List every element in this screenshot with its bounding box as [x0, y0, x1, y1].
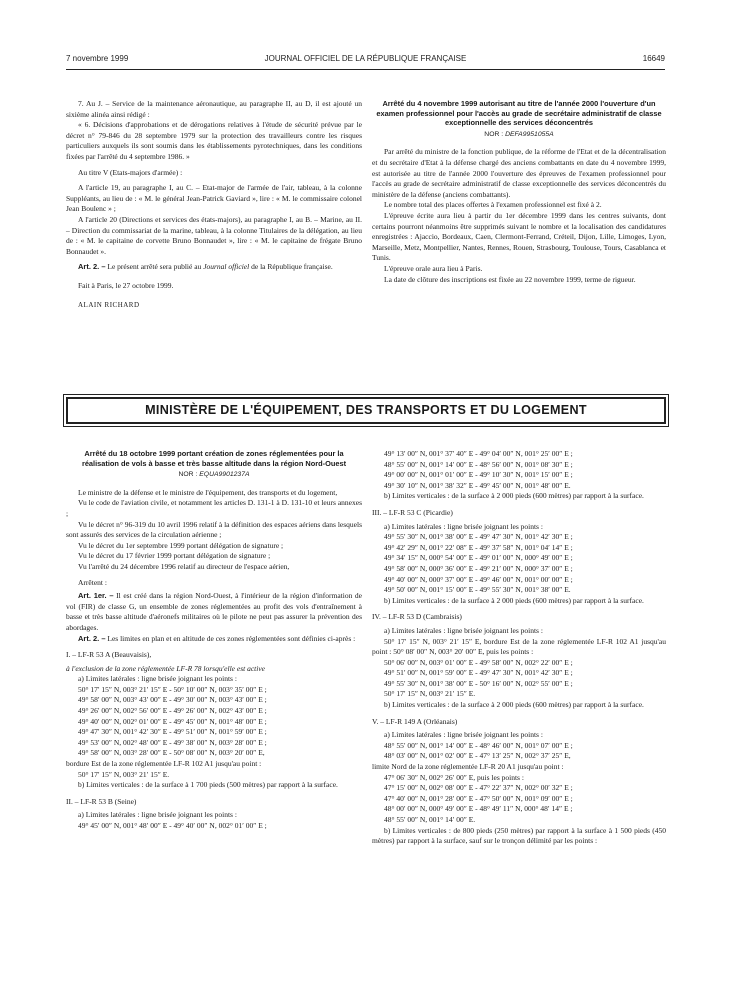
fait-a-paris: Fait à Paris, le 27 octobre 1999. [78, 280, 174, 290]
coordinate-line: 49° 55′ 30″ N, 001° 38′ 00″ E - 49° 47′ 30″ N, 001° 42′ 30″ E ; [384, 532, 573, 542]
paragraph: Vu l'arrêté du 24 décembre 1996 relatif au directeur de l'espace aérien, [78, 561, 290, 571]
coordinate-line: 48° 55′ 00″ N, 001° 14′ 00″ E - 48° 56′ 00″ N, 001° 08′ 30″ E ; [384, 459, 573, 469]
vertical-limits: b) Limites verticales : de la surface à 1 700 pieds (500 mètres) par rapport à la surface. [78, 780, 338, 790]
coordinate-line: 49° 13′ 00″ N, 001° 37′ 40″ E - 49° 04′ 00″ N, 001° 25′ 00″ E ; [384, 449, 573, 458]
coordinate-line: 49° 34′ 15″ N, 000° 54′ 00″ E - 49° 01′ 00″ N, 000° 49′ 00″ E ; [384, 553, 573, 563]
coordinate-line: 48° 55′ 00″ N, 001° 14′ 00″ E. [384, 815, 476, 824]
page-number: 16649 [642, 54, 665, 63]
journal-title: JOURNAL OFFICIEL DE LA RÉPUBLIQUE FRANÇAISE [264, 54, 467, 63]
coordinate-line: 48° 00′ 00″ N, 000° 49′ 00″ E - 48° 49′ 11″ N, 000° 48′ 14″ E ; [384, 804, 573, 814]
paragraph: Le ministre de la défense et le ministre de l'équipement, des transports et du logement, [78, 487, 338, 497]
paragraph: « 6. Décisions d'approbations et de dérogations relatives à l'étude de sécurité prévue par le décret n° 79-846 du 28 septembre 1979 sur la protection des travailleurs contre les risques particuliers auxquels ils sont soumis dans les établissements pyrotechniques, dans les conditions fixées par l'arrêté du 4 septembre 1986. » [66, 120, 362, 161]
coordinate-list [372, 449, 666, 491]
coordinate-line: 49° 55′ 30″ N, 001° 38′ 00″ E - 50° 16′ 00″ N, 002° 55′ 00″ E ; [384, 678, 573, 688]
coordinate-line: 50° 17′ 15″ N, 003° 21′ 15″ E. [384, 689, 476, 699]
paragraph: L'épreuve orale aura lieu à Paris. [384, 263, 483, 273]
lateral-limits: a) Limites latérales : ligne brisée joignant les points : [384, 625, 543, 635]
coordinate-line: 47° 40′ 00″ N, 001° 28′ 00″ E - 47° 50′ 00″ N, 001° 09′ 00″ E ; [384, 793, 573, 803]
coordinate-line: 49° 30′ 10″ N, 001° 38′ 32″ E - 49° 45′ 00″ N, 001° 48′ 00″ E. [384, 480, 571, 490]
coordinate-list [372, 658, 666, 700]
coordinate-list [372, 783, 666, 825]
vertical-limits: b) Limites verticales : de 800 pieds (250 mètres) par rapport à la surface à 1 500 pieds (450 mètres) par rapport à la surface, sauf sur le tronçon délimité par les points : [372, 825, 666, 846]
coordinate-line: 49° 58′ 00″ N, 000° 36′ 00″ E - 49° 21′ 00″ N, 000° 37′ 00″ E ; [384, 563, 573, 573]
coordinate-line: 49° 42′ 29″ N, 001° 22′ 08″ E - 49° 37′ 58″ N, 001° 04′ 14″ E ; [384, 542, 573, 552]
vertical-limits: b) Limites verticales : de la surface à 2 000 pieds (600 mètres) par rapport à la surface. [384, 700, 644, 710]
paragraph: Vu le code de l'aviation civile, et notamment les articles D. 131-1 à D. 131-10 et leurs annexes ; [66, 498, 362, 518]
coordinate-line: 47° 06′ 30″ N, 002° 26′ 00″ E, puis les points : [384, 772, 524, 782]
section-title: III. – LF-R 53 C (Picardie) [372, 507, 453, 517]
article-2: Art. 2. – Les limites en plan et en altitude de ces zones réglementées sont définies ci-après : [78, 633, 356, 643]
section-title: II. – LF-R 53 B (Seine) [66, 796, 137, 806]
coordinate-line: 49° 45′ 00″ N, 001° 48′ 00″ E - 49° 40′ 00″ N, 002° 01′ 00″ E ; [78, 821, 267, 830]
paragraph: L'épreuve écrite aura lieu à partir du 1er décembre 1999 dans les centres suivants, dont certains pourront néanmoins être supprimés suivant le nombre et la localisation des candidatures enregistrées : Ajaccio, Bordeaux, Caen, Clermont-Ferrand, Créteil, Dijon, Lille, Limoges, Lyon, Marseille, Metz, Montpellier, Nantes, Rennes, Rouen, Strasbourg, Toulouse, Tours, Casablanca et Tunis. [372, 210, 666, 263]
header-date: 7 novembre 1999 [66, 54, 129, 63]
coordinate-line: 50° 17′ 15″ N, 003° 21′ 15″ E - 50° 10′ 00″ N, 003° 35′ 00″ E ; [78, 684, 267, 694]
journal-officiel-ref: Journal officiel [203, 262, 250, 272]
article-1: Art. 1er. – Il est créé dans la région Nord-Ouest, à l'intérieur de la région d'information de vol (FIR) de classe G, un ensemble de zones réglementées au profit des vols d'entraînement à basse et très basse altitude d'aéronefs militaires où le pilote ne peut pas assurer la prévention des abordages. [66, 591, 363, 632]
section-title: I. – LF-R 53 A (Beauvaisis), [66, 650, 152, 660]
article-2: Art. 2. – Le présent arrêté sera publié au Journal officiel de la République française. [78, 262, 333, 272]
coordinate-line: 49° 51′ 00″ N, 001° 59′ 00″ E - 49° 47′ 30″ N, 001° 42′ 30″ E ; [384, 668, 573, 678]
paragraph: A l'article 20 (Directions et services des états-majors), au paragraphe I, au B. – Marine, au II. – Direction du commissariat de la marine, tableau, à la colonne Titulaires de la délégation, au lieu de : « M. le capitaine de corvette Bruno Bonnaudet », lire : « M. le capitaine de frégate Bruno Bonnaudet ». [66, 214, 362, 256]
arretent: Arrêtent : [78, 577, 107, 587]
coordinate-line: 49° 50′ 00″ N, 001° 15′ 00″ E - 49° 55′ 30″ N, 001° 38′ 00″ E. [384, 585, 571, 595]
section-title: IV. – LF-R 53 D (Cambraisis) [372, 612, 462, 622]
paragraph: Vu le décret n° 96-319 du 10 avril 1996 relatif à la définition des espaces aériens dans lesquels sont assurés des services de la circulation aérienne ; [66, 519, 362, 540]
paragraph: bordure Est de la zone réglementée LF-R 102 A1 jusqu'au point : [66, 759, 262, 769]
vertical-limits: b) Limites verticales : de la surface à 2 000 pieds (600 mètres) par rapport à la surface. [384, 491, 644, 501]
coordinate-line: 48° 03′ 00″ N, 001° 02′ 00″ E - 47° 13′ 25″ N, 002° 37′ 25″ E, [384, 751, 571, 761]
paragraph: Au titre V (Etats-majors d'armée) : [78, 167, 183, 177]
coordinate-line: 49° 53′ 00″ N, 002° 48′ 00″ E - 49° 38′ 00″ N, 003° 28′ 00″ E ; [78, 737, 267, 747]
coordinate-list [66, 821, 362, 832]
lateral-limits: a) Limites latérales : ligne brisée joignant les points : [384, 730, 543, 740]
coordinate-line: 47° 15′ 00″ N, 002° 08′ 00″ E - 47° 22′ 37″ N, 002° 00′ 32″ E ; [384, 783, 573, 793]
coordinate-list [372, 532, 666, 596]
section-subtitle: à l'exclusion de la zone réglementée LF-R 78 lorsqu'elle est active [66, 663, 265, 673]
top-right-column [372, 99, 666, 285]
bottom-left-column [66, 449, 362, 832]
lateral-limits: a) Limites latérales : ligne brisée joignant les points : [78, 674, 237, 684]
coordinate-line: 49° 58′ 00″ N, 003° 28′ 00″ E - 50° 08′ 00″ N, 003° 20′ 00″ E, [78, 748, 265, 758]
coordinate-line: 50° 17′ 15″ N, 003° 21′ 15″ E. [78, 769, 170, 779]
coordinate-line: 49° 00′ 00″ N, 001° 01′ 00″ E - 49° 10′ 30″ N, 001° 15′ 00″ E ; [384, 470, 573, 480]
section-title: V. – LF-R 149 A (Orléanais) [372, 716, 458, 726]
top-left-column [66, 99, 362, 310]
coordinate-line: 49° 40′ 00″ N, 000° 37′ 00″ E - 49° 46′ 00″ N, 001° 00′ 00″ E ; [384, 574, 573, 584]
paragraph: Le nombre total des places offertes à l'examen professionnel est fixé à 2. [384, 200, 602, 210]
paragraph: limite Nord de la zone réglementée LF-R 20 A1 jusqu'au point : [372, 762, 564, 772]
signature: ALAIN RICHARD [78, 300, 140, 309]
vertical-limits: b) Limites verticales : de la surface à 2 000 pieds (600 mètres) par rapport à la surface. [384, 595, 644, 605]
page-header [66, 54, 665, 68]
coordinate-list [66, 685, 362, 759]
coordinate-line: 48° 55′ 00″ N, 001° 14′ 00″ E - 48° 46′ 00″ N, 001° 07′ 00″ E ; [384, 740, 573, 750]
decree-title: Arrêté du 18 octobre 1999 portant création de zones réglementées pour la réalisation de vols à basse et très basse altitude dans la région Nord-Ouest [81, 449, 347, 468]
lateral-limits: a) Limites latérales : ligne brisée joignant les points : [78, 810, 237, 820]
paragraph: A l'article 19, au paragraphe I, au C. – Etat-major de l'armée de l'air, tableau, à la colonne Suppléants, au lieu de : « M. le général Jean-Patrick Gaviard », lire : « M. le commissaire colonel Jean Boulenc » ; [66, 183, 362, 214]
nor-reference: NOR : EQUA9901237A [178, 471, 250, 479]
paragraph: La date de clôture des inscriptions est fixée au 22 novembre 1999, terme de rigueur. [384, 274, 636, 284]
paragraph: Vu le décret du 1er septembre 1999 portant délégation de signature ; [78, 540, 284, 550]
article-label: Art. 2. – [78, 262, 106, 272]
coordinate-line: 49° 26′ 00″ N, 002° 56′ 00″ E - 49° 26′ 00″ N, 002° 43′ 00″ E ; [78, 706, 267, 716]
coordinate-line: 49° 40′ 00″ N, 002° 01′ 00″ E - 49° 45′ 00″ N, 001° 48′ 00″ E ; [78, 716, 267, 726]
nor-reference: NOR : DEFA9951055A [484, 130, 554, 138]
coordinate-line: 50° 06′ 00″ N, 003° 01′ 00″ E - 49° 58′ 00″ N, 002° 22′ 00″ E ; [384, 657, 573, 667]
coordinate-line: 49° 58′ 00″ N, 003° 43′ 00″ E - 49° 30′ 00″ N, 003° 43′ 00″ E ; [78, 695, 267, 705]
coordinate-list [372, 741, 666, 762]
paragraph: Vu le décret du 17 février 1999 portant délégation de signature ; [78, 551, 271, 561]
ministry-banner: MINISTÈRE DE L'ÉQUIPEMENT, DES TRANSPORTS ET DU LOGEMENT [66, 397, 666, 424]
decree-title: Arrêté du 4 novembre 1999 autorisant au titre de l'année 2000 l'ouverture d'un examen professionnel pour l'accès au grade de secrétaire administratif de classe exceptionnelle des services déconcentrés [376, 99, 662, 128]
header-rule [66, 69, 665, 70]
lateral-limits: a) Limites latérales : ligne brisée joignant les points : [384, 521, 543, 531]
paragraph: 7. Au J. – Service de la maintenance aéronautique, au paragraphe II, au D, il est ajouté un sixième alinéa ainsi rédigé : [66, 99, 362, 119]
coordinate-line: 49° 47′ 30″ N, 001° 42′ 30″ E - 49° 51′ 00″ N, 001° 59′ 00″ E ; [78, 727, 267, 737]
bottom-right-column [372, 449, 666, 847]
paragraph: 50° 17′ 15″ N, 003° 21′ 15″ E, bordure Est de la zone réglementée LF-R 102 A1 jusqu'au point : 50° 08′ 00″ N, 003° 20′ 00″ E, puis les points : [372, 636, 666, 657]
paragraph: Par arrêté du ministre de la fonction publique, de la réforme de l'Etat et de la décentralisation et du secrétaire d'Etat à la défense chargé des anciens combattants en date du 4 novembre 1999, est autorisée au titre de l'année 2000 l'ouverture des épreuves de l'examen professionnel pour l'accès au grade de secrétaire administratif de classe exceptionnelle des services déconcentrés du ministère de la défense (anciens combattants). [372, 147, 666, 199]
